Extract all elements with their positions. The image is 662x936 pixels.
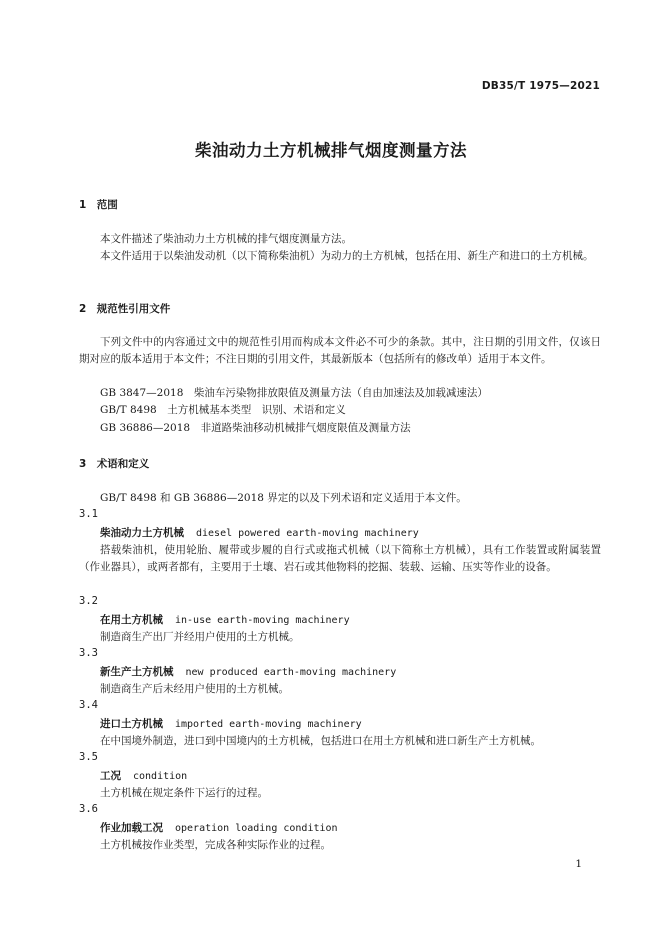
term-chinese: 在用土方机械 [100, 614, 163, 626]
reference-item: GB 3847—2018 柴油车污染物排放限值及测量方法（自由加速法及加载减速法） [100, 387, 488, 399]
section-2-paragraph-1: 下列文件中的内容通过文中的规范性引用而构成本文件必不可少的条款。其中，注日期的引用文件，仅该日期对应的版本适用于本文件；不注日期的引用文件，其最新版本（包括所有的修改单）适用于本文件。 [79, 336, 601, 365]
page-number: 1 [575, 858, 582, 870]
term-definition: 搭载柴油机，使用轮胎、履带或步履的自行式或拖式机械（以下简称土方机械），具有工作装置或附属装置（作业器具），或两者都有，主要用于土壤、岩石或其他物料的挖掘、装载、运输、压实等作业的设备。 [79, 544, 601, 573]
section-1-paragraph-2: 本文件适用于以柴油发动机（以下简称柴油机）为动力的土方机械，包括在用、新生产和进口的土方机械。 [100, 250, 594, 262]
term-heading [100, 525, 419, 540]
term-heading [100, 716, 362, 731]
term-chinese: 新生产土方机械 [100, 666, 174, 678]
term-number: 3.5 [79, 751, 98, 763]
section-1-paragraph-1: 本文件描述了柴油动力土方机械的排气烟度测量方法。 [100, 233, 352, 245]
term-chinese: 柴油动力土方机械 [100, 527, 184, 539]
reference-item: GB 36886—2018 非道路柴油移动机械排气烟度限值及测量方法 [100, 422, 411, 434]
term-heading [100, 768, 187, 783]
section-1-heading: 1 范围 [79, 199, 118, 211]
term-english: operation loading condition [175, 823, 338, 834]
term-definition: 土方机械在规定条件下运行的过程。 [100, 787, 268, 799]
term-heading [100, 820, 338, 835]
term-chinese: 工况 [100, 770, 121, 782]
term-heading [100, 664, 396, 679]
term-english: condition [133, 771, 188, 782]
term-english: diesel powered earth-moving machinery [196, 528, 419, 539]
section-3-intro: GB/T 8498 和 GB 36886—2018 界定的以及下列术语和定义适用于本文件。 [100, 492, 467, 504]
document-id: DB35/T 1975—2021 [481, 80, 600, 92]
page-title: 柴油动力土方机械排气烟度测量方法 [195, 141, 467, 160]
term-definition: 在中国境外制造，进口到中国境内的土方机械，包括进口在用土方机械和进口新生产土方机械。 [100, 735, 541, 747]
term-english: in-use earth-moving machinery [175, 615, 350, 626]
term-heading [100, 612, 350, 627]
term-number: 3.1 [79, 508, 98, 520]
term-number: 3.4 [79, 699, 98, 711]
term-definition: 制造商生产后未经用户使用的土方机械。 [100, 683, 289, 695]
section-2-heading: 2 规范性引用文件 [79, 303, 171, 315]
term-number: 3.3 [79, 647, 98, 659]
term-chinese: 进口土方机械 [100, 718, 163, 730]
term-number: 3.2 [79, 595, 98, 607]
term-english: imported earth-moving machinery [175, 719, 362, 730]
term-number: 3.6 [79, 803, 98, 815]
term-definition: 制造商生产出厂并经用户使用的土方机械。 [100, 631, 300, 643]
reference-item: GB/T 8498 土方机械基本类型 识别、术语和定义 [100, 404, 346, 416]
term-chinese: 作业加载工况 [100, 822, 163, 834]
term-english: new produced earth-moving machinery [185, 667, 397, 678]
section-3-heading: 3 术语和定义 [79, 458, 150, 470]
term-definition: 土方机械按作业类型，完成各种实际作业的过程。 [100, 839, 331, 851]
